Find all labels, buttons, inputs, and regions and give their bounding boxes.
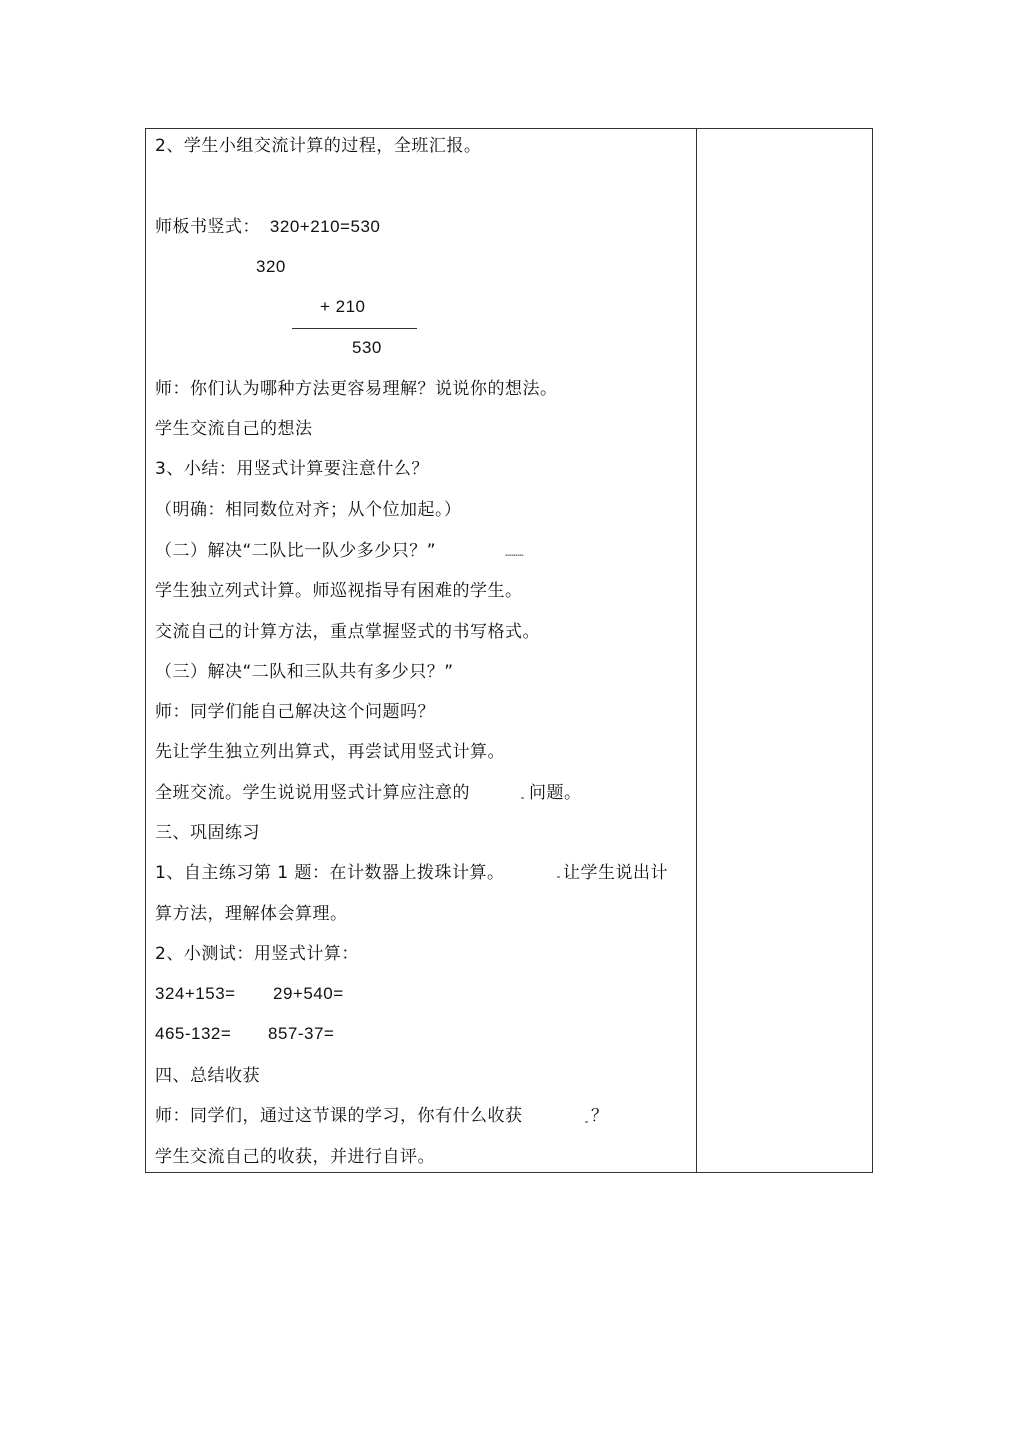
exercise1-line-1a: 1、自主练习第 1 题：在计数器上拨珠计算。 [155, 863, 505, 883]
teacher-question-1: 师：你们认为哪种方法更容易理解？说说你的想法。 [155, 379, 558, 399]
board-equation: 320+210=530 [269, 217, 381, 236]
summary-heading: 3、小结：用竖式计算要注意什么？ [155, 459, 429, 479]
lesson-table [145, 128, 873, 1173]
column-divider [696, 129, 697, 1172]
step2-heading: 2、学生小组交流计算的过程，全班汇报。 [155, 136, 482, 156]
section4-heading: 四、总结收获 [155, 1066, 260, 1086]
exercise1-line-1b: 让学生说出计 [563, 863, 668, 883]
summary-answer: （明确：相同数位对齐；从个位加起。） [155, 500, 462, 520]
quiz-item-4: 857-37= [268, 1024, 335, 1043]
student-share-1: 学生交流自己的想法 [155, 419, 313, 439]
speck-mark [557, 876, 560, 878]
board-line [155, 217, 380, 237]
tiny-mark: ▪▪▪▪▪▪▪▪▪ [505, 553, 524, 557]
quiz-item-3: 465-132= [155, 1024, 232, 1043]
final-question-b: ？ [591, 1106, 609, 1126]
exercise2-heading: 2、小测试：用竖式计算： [155, 944, 359, 964]
speck-mark [521, 797, 524, 799]
vertical-addend: + 210 [320, 297, 366, 316]
part2-heading: （二）解决“二队比一队少多少只？” [155, 541, 437, 561]
part3-heading: （三）解决“二队和三队共有多少只？” [155, 662, 454, 682]
vertical-result: 530 [352, 338, 382, 357]
part2-line-1: 学生独立列式计算。师巡视指导有困难的学生。 [155, 581, 523, 601]
final-question-a: 师：同学们，通过这节课的学习，你有什么收获 [155, 1106, 523, 1126]
part3-line-1: 师：同学们能自己解决这个问题吗？ [155, 702, 435, 722]
vertical-top: 320 [256, 257, 286, 276]
board-label: 师板书竖式： [155, 217, 260, 237]
speck-mark [585, 1121, 588, 1123]
quiz-item-2: 29+540= [273, 984, 344, 1003]
section3-heading: 三、巩固练习 [155, 823, 260, 843]
final-line: 学生交流自己的收获，并进行自评。 [155, 1147, 435, 1167]
vertical-sum-rule [292, 328, 417, 329]
part3-line-3b: 问题。 [529, 783, 582, 803]
part2-line-2: 交流自己的计算方法，重点掌握竖式的书写格式。 [155, 622, 540, 642]
part3-line-2: 先让学生独立列出算式，再尝试用竖式计算。 [155, 742, 505, 762]
quiz-item-1: 324+153= [155, 984, 236, 1003]
part3-line-3a: 全班交流。学生说说用竖式计算应注意的 [155, 783, 470, 803]
exercise1-line-2: 算方法，理解体会算理。 [155, 904, 348, 924]
